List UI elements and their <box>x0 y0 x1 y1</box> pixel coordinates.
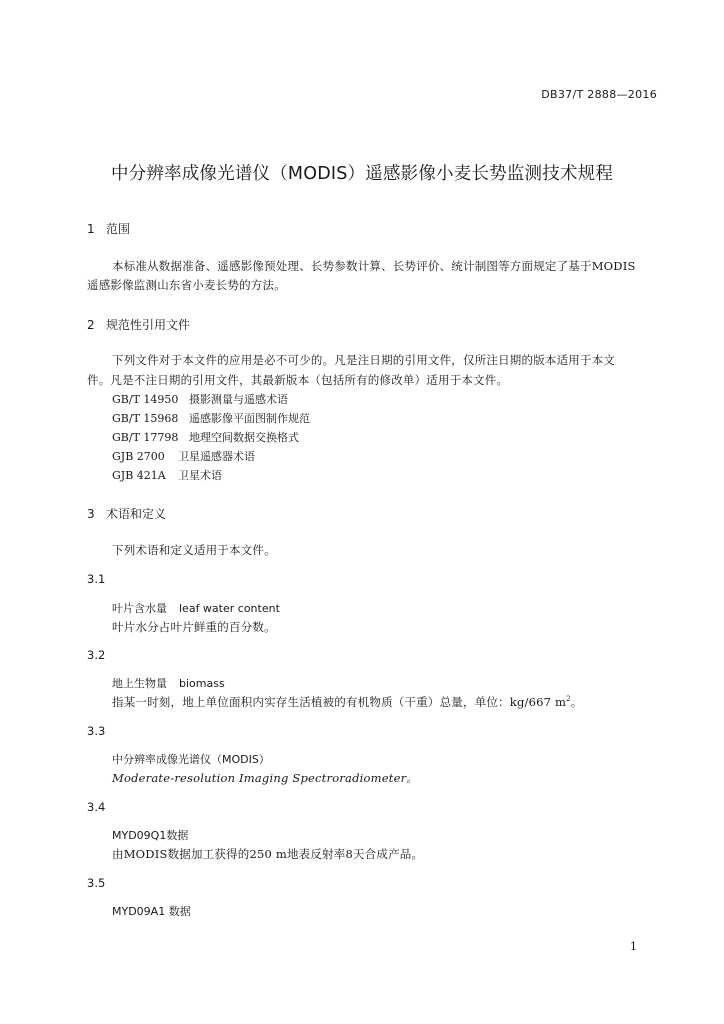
reference-code: GB/T 14950 <box>112 393 179 406</box>
superscript: 2 <box>566 695 571 704</box>
page-number: 1 <box>630 940 637 953</box>
clause-number: 3.1 <box>87 572 106 586</box>
term-english: biomass <box>179 677 225 690</box>
section-1-heading <box>87 220 130 237</box>
section-number: 1 <box>87 222 95 236</box>
reference-title: 地理空间数据交换格式 <box>189 431 299 444</box>
term-english: leaf water content <box>179 602 280 615</box>
definition-end: 。 <box>570 695 583 709</box>
term-definition <box>112 694 582 710</box>
paragraph-line: 本标准从数据准备、遥感影像预处理、长势参数计算、长势评价、统计制图等方面规定了基于MODIS <box>112 259 636 273</box>
paragraph-line: 下列术语和定义适用于本文件。 <box>112 543 276 557</box>
normative-reference <box>112 429 299 445</box>
section-title: 规范性引用文件 <box>106 318 191 332</box>
reference-title: 卫星遥感器术语 <box>178 450 255 463</box>
section-2-heading <box>87 316 190 333</box>
term-definition: Moderate-resolution Imaging Spectroradiometer。 <box>112 771 418 785</box>
reference-title: 遥感影像平面图制作规范 <box>189 412 310 425</box>
paragraph-line: 下列文件对于本文件的应用是必不可少的。凡是注日期的引用文件，仅所注日期的版本适用于本文 <box>112 353 616 367</box>
document-title: 中分辨率成像光谱仪（MODIS）遥感影像小麦长势监测技术规程 <box>110 164 614 184</box>
section-title: 术语和定义 <box>106 507 167 521</box>
term-chinese: MYD09Q1数据 <box>112 829 189 842</box>
section-3-heading <box>87 505 166 522</box>
reference-code: GJB 2700 <box>112 450 165 463</box>
term-chinese: 地上生物量 <box>112 677 167 690</box>
reference-title: 摄影测量与遥感术语 <box>189 393 288 406</box>
section-number: 3 <box>87 507 95 521</box>
term-chinese: 中分辨率成像光谱仪（MODIS） <box>112 753 270 766</box>
clause-number: 3.5 <box>87 876 106 890</box>
term-chinese: 叶片含水量 <box>112 602 167 615</box>
paragraph-line: 件。凡是不注日期的引用文件，其最新版本（包括所有的修改单）适用于本文件。 <box>87 373 509 387</box>
clause-number: 3.2 <box>87 648 106 662</box>
reference-code: GJB 421A <box>112 469 166 482</box>
reference-code: GB/T 15968 <box>112 412 179 425</box>
clause-number: 3.3 <box>87 724 106 738</box>
normative-reference <box>112 410 310 426</box>
term-chinese: MYD09A1 数据 <box>112 905 191 918</box>
reference-code: GB/T 17798 <box>112 431 179 444</box>
definition-text: 指某一时刻，地上单位面积内实存生活植被的有机物质（干重）总量，单位：kg/667 m <box>112 695 567 709</box>
term-definition: 由MODIS数据加工获得的250 m地表反射率8天合成产品。 <box>112 847 424 861</box>
normative-reference <box>112 467 222 483</box>
normative-reference <box>112 448 255 464</box>
paragraph-line: 遥感影像监测山东省小麦长势的方法。 <box>87 278 286 292</box>
term-entry <box>112 600 280 616</box>
standard-number: DB37/T 2888—2016 <box>541 88 657 101</box>
normative-reference <box>112 391 288 407</box>
clause-number: 3.4 <box>87 800 106 814</box>
section-number: 2 <box>87 318 95 332</box>
term-definition: 叶片水分占叶片鲜重的百分数。 <box>112 620 276 634</box>
term-entry <box>112 675 225 691</box>
section-title: 范围 <box>106 222 131 236</box>
reference-title: 卫星术语 <box>178 469 222 482</box>
